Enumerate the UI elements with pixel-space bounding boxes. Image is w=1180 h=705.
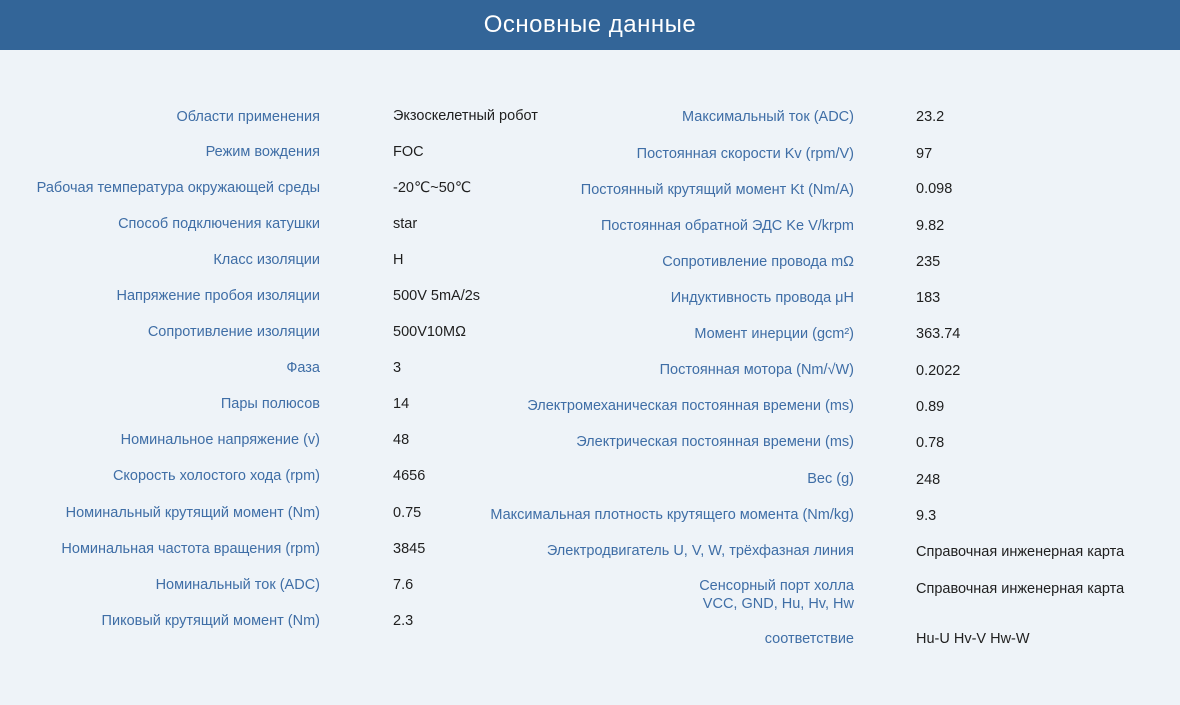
spec-value: 9.82 [916, 218, 945, 234]
spec-value: 500V 5mA/2s [393, 288, 481, 304]
spec-value: 0.89 [916, 399, 945, 415]
spec-label: Класс изоляции [213, 252, 320, 268]
spec-label: Сопротивление провода mΩ [662, 254, 854, 270]
spec-label: Напряжение пробоя изоляции [116, 288, 320, 304]
spec-label: Сопротивление изоляции [147, 324, 320, 340]
spec-value: 500V10MΩ [393, 324, 466, 340]
spec-label: Режим вождения [205, 144, 320, 160]
spec-value: 183 [916, 290, 941, 306]
spec-label: Индуктивность провода μH [670, 290, 854, 306]
spec-value: 235 [916, 254, 941, 270]
spec-label: Области применения [176, 109, 320, 125]
spec-value: 14 [393, 396, 410, 412]
spec-value: 0.098 [916, 181, 953, 197]
spec-value: H [393, 252, 404, 268]
spec-label: Номинальное напряжение (v) [120, 432, 320, 448]
spec-label: Номинальная частота вращения (rpm) [61, 541, 320, 557]
spec-value: 4656 [393, 468, 426, 484]
spec-label: Электрическая постоянная времени (ms) [576, 434, 854, 450]
spec-value: 248 [916, 472, 941, 488]
spec-label: Рабочая температура окружающей среды [36, 180, 320, 196]
spec-value: star [393, 216, 418, 232]
spec-value: 9.3 [916, 508, 937, 524]
spec-value: 3 [393, 360, 402, 376]
spec-value: 48 [393, 432, 410, 448]
spec-label: Вес (g) [807, 471, 854, 487]
spec-label: Способ подключения катушки [118, 216, 320, 232]
spec-label: Пары полюсов [220, 396, 320, 412]
spec-value: Справочная инженерная карта [916, 581, 1125, 597]
spec-label: Фаза [286, 360, 320, 376]
spec-value: Экзоскелетный робот [393, 108, 538, 124]
spec-label: Скорость холостого хода (rpm) [112, 468, 320, 484]
spec-label: Максимальная плотность крутящего момента (Nm/kg) [490, 507, 854, 523]
spec-label: соответствие [764, 631, 854, 647]
page-title: Основные данные [483, 11, 697, 38]
spec-label: Пиковый крутящий момент (Nm) [101, 613, 320, 629]
spec-value: 3845 [393, 541, 426, 557]
spec-label: Постоянный крутящий момент Kt (Nm/A) [580, 182, 854, 198]
spec-value: -20℃~50℃ [393, 180, 472, 196]
spec-value: Справочная инженерная карта [916, 544, 1125, 560]
spec-label: Постоянная мотора (Nm/√W) [659, 362, 854, 378]
spec-value: 2.3 [393, 613, 414, 629]
spec-label: Электромеханическая постоянная времени (ms) [527, 398, 854, 414]
spec-value: 97 [916, 146, 933, 162]
spec-value: Hu-U Hv-V Hw-W [916, 631, 1030, 647]
spec-value: 363.74 [916, 326, 961, 342]
spec-label: Номинальный ток (ADC) [155, 577, 320, 593]
spec-label: Постоянная обратной ЭДС Ke V/krpm [600, 218, 854, 234]
spec-value: 23.2 [916, 109, 945, 125]
spec-label: Электродвигатель U, V, W, трёхфазная линия [546, 543, 854, 559]
spec-value: 7.6 [393, 577, 414, 593]
spec-label: Сенсорный порт холла VCC, GND, Hu, Hv, Hw [699, 578, 854, 612]
spec-label: Момент инерции (gcm²) [694, 326, 854, 342]
spec-label: Максимальный ток (ADC) [682, 109, 854, 125]
spec-label: Номинальный крутящий момент (Nm) [65, 505, 320, 521]
spec-value: FOC [393, 144, 424, 160]
spec-value: 0.2022 [916, 363, 961, 379]
spec-value: 0.75 [393, 505, 422, 521]
spec-label: Постоянная скорости Kv (rpm/V) [636, 146, 854, 162]
spec-value: 0.78 [916, 435, 945, 451]
